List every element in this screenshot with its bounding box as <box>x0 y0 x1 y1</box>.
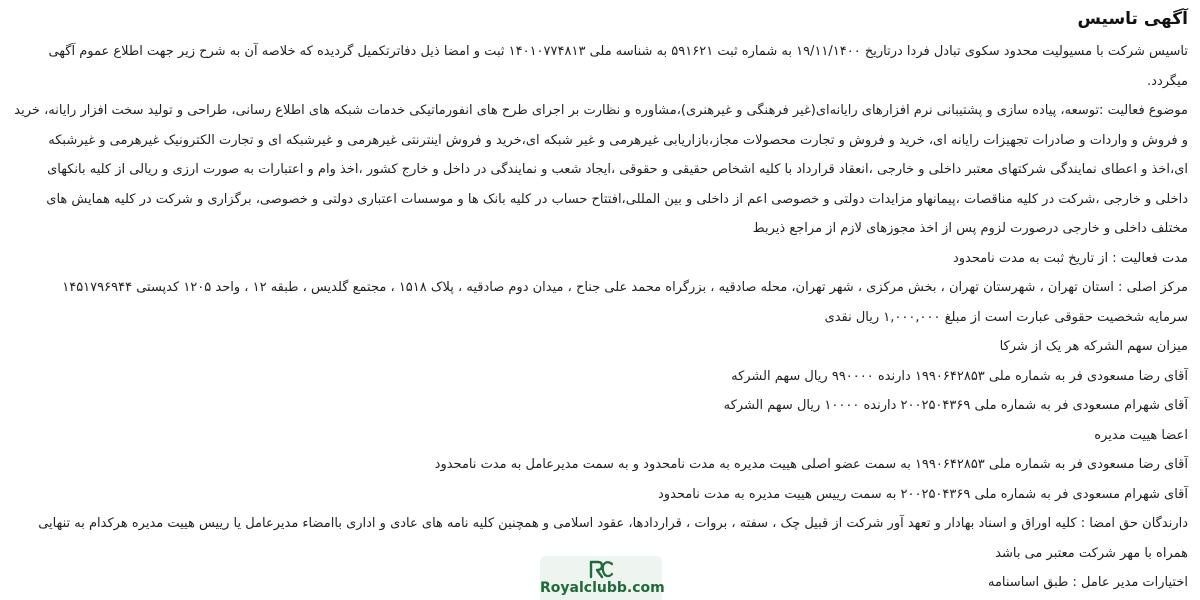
capital-line: سرمایه شخصیت حقوقی عبارت است از مبلغ ۱,۰۰۰,۰۰۰ ریال نقدی <box>824 309 1188 325</box>
intro-paragraph: تاسیس شرکت با مسیولیت محدود سکوی تبادل فردا درتاریخ ۱۹/۱۱/۱۴۰۰ به شماره ثبت ۵۹۱۶۲۱ به شناسه ملی ۱۴۰۱۰۷۷۴۸۱۳ ثبت و امضا ذیل دفاترتکمیل گردیده که خلاصه آن به شرح زیر جهت اطلاع عموم آگهی میگردد. <box>48 44 1188 89</box>
partner-share-line: آقای شهرام مسعودی فر به شماره ملی ۲۰۰۲۵۰۴۳۶۹ دارنده ۱۰۰۰۰ ریال سهم الشرکه <box>723 398 1188 413</box>
royalclubb-logo-icon <box>588 559 614 579</box>
signatories-paragraph: دارندگان حق امضا : کلیه اوراق و اسناد بهادار و تعهد آور شرکت از قبیل چک ، سفته ، بروات ، قراردادها، عقود اسلامی و همچنین کلیه نامه های عادی و اداری باامضاء مدیرعامل یا رییس هییت مدیره هرکدام به تنهایی همراه با مهر شرکت معتبر می باشد <box>38 516 1188 561</box>
partners-share-heading: میزان سهم الشرکه هر یک از شرکا <box>999 339 1188 354</box>
activity-subject-paragraph: موضوع فعالیت :توسعه، پیاده سازی و پشتیبانی نرم افزارهای رایانه‌ای(غیر فرهنگی و غیرهنری)،مشاوره و نظارت بر اجرای طرح های انفورماتیکی خدمات شبکه های اطلاع رسانی، طراحی و تولید سخت افزار رایانه، خرید و فروش و واردات و صادرات تجهیزات رایانه ای، خرید و فروش و تجارت محصولات مجاز،بازاریابی غیرهرمی و غیر شبکه ای،خرید و فروش اینترنتی غیرهرمی و غیرشبکه ای و تجارت الکترونیک غیرهرمی و غیرشبکه ای،اخذ و اعطای نمایندگی شرکتهای معتبر داخلی و خارجی ،انعقاد قرارداد با کلیه اشخاص حقیقی و حقوقی ،ایجاد شعب و نمایندگی در داخل و خارج کشور ،اخذ وام و اعتبارات به صورت ارزی و ریالی از کلیه بانکهای داخلی و خارجی ،شرکت در کلیه مناقصات ،پیمانهاو مزایدات دولتی و خصوصی اعم از داخلی و بین المللی،افتتاح حساب در کلیه بانک ها و موسسات اعتباری دولتی و خصوصی، برگزاری و شرکت در کلیه همایش های مختلف داخلی و خارجی درصورت لزوم پس از اخذ مجوزهای لازم از مراجع ذیربط <box>14 103 1188 236</box>
royalclubb-watermark <box>540 556 665 600</box>
partner-share-line: آقای رضا مسعودی فر به شماره ملی ۱۹۹۰۶۴۲۸۵۳ دارنده ۹۹۰۰۰۰ ریال سهم الشرکه <box>731 368 1188 384</box>
board-members-heading: اعضا هییت مدیره <box>1094 427 1188 443</box>
ceo-authority-line: اختیارات مدیر عامل : طبق اساسنامه <box>987 575 1188 590</box>
board-member-line: آقای رضا مسعودی فر به شماره ملی ۱۹۹۰۶۴۲۸۵۳ به سمت عضو اصلی هییت مدیره به مدت نامحدود و به سمت مدیرعامل به مدت نامحدود <box>434 457 1188 472</box>
headquarters-address-paragraph: مرکز اصلی : استان تهران ، شهرستان تهران ، بخش مرکزی ، شهر تهران، محله صادقیه ، بزرگراه محمد علی جناح ، میدان دوم صادقیه ، پلاک ۱۵۱۸ ، مجتمع گلدیس ، طبقه ۱۲ ، واحد ۱۲۰۵ کدپستی ۱۴۵۱۷۹۶۹۴۴ <box>62 280 1188 295</box>
watermark-site-text: Royalclubb.com <box>540 580 665 596</box>
page-title: آگهی تاسیس <box>1077 9 1188 29</box>
board-member-line: آقای شهرام مسعودی فر به شماره ملی ۲۰۰۲۵۰۴۳۶۹ به سمت رییس هییت مدیره به مدت نامحدود <box>658 486 1188 502</box>
activity-duration-line: مدت فعالیت : از تاریخ ثبت به مدت نامحدود <box>952 250 1188 266</box>
